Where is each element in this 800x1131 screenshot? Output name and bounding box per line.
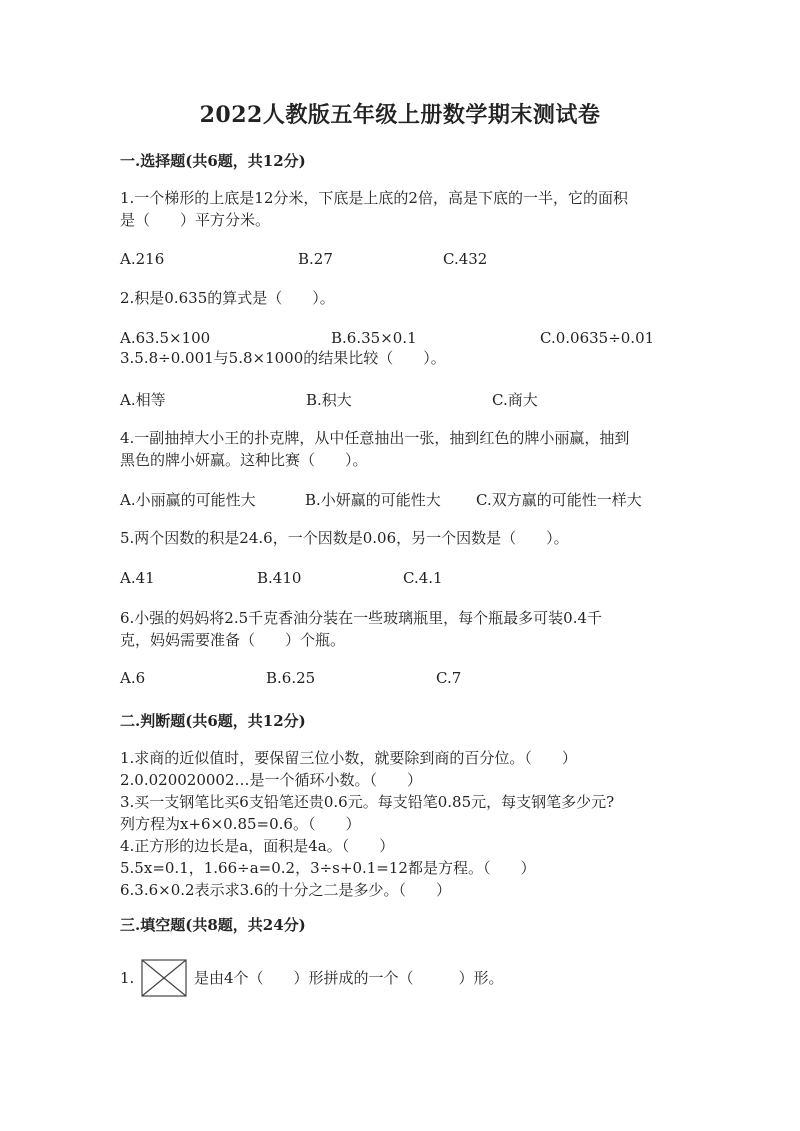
section-heading-fill: 三.填空题(共8题，共24分) <box>120 916 306 934</box>
page-title: 2022人教版五年级上册数学期末测试卷 <box>199 102 601 128</box>
question-1-line-1: 1.一个梯形的上底是12分米，下底是上底的2倍，高是下底的一半，它的面积 <box>120 189 628 207</box>
fill-item-1-number: 1. <box>120 969 135 987</box>
question-4-line-2: 黑色的牌小妍赢。这种比赛（ ）。 <box>120 451 368 469</box>
judge-item-5: 5.5x=0.1，1.66÷a=0.2，3÷s+0.1=12都是方程。（ ） <box>120 859 536 877</box>
question-6-option-a: A.6 <box>120 669 146 687</box>
question-6-line-1: 6.小强的妈妈将2.5千克香油分装在一些玻璃瓶里，每个瓶最多可装0.4千 <box>120 609 603 627</box>
question-2: 2.积是0.635的算式是（ ）。 <box>120 289 335 307</box>
question-3: 3.5.8÷0.001与5.8×1000的结果比较（ ）。 <box>120 349 446 367</box>
question-3-option-b: B.积大 <box>306 391 352 409</box>
judge-item-1: 1.求商的近似值时，要保留三位小数，就要除到商的百分位。（ ） <box>120 749 577 767</box>
question-5: 5.两个因数的积是24.6，一个因数是0.06，另一个因数是（ ）。 <box>120 529 569 547</box>
question-2-option-a: A.63.5×100 <box>120 329 211 347</box>
section-heading-judge: 二.判断题(共6题，共12分) <box>120 712 306 730</box>
judge-item-3-line-2: 列方程为x+6×0.85=0.6。（ ） <box>120 815 361 833</box>
question-1-option-b: B.27 <box>298 250 333 268</box>
section-heading-choice: 一.选择题(共6题，共12分) <box>120 152 306 170</box>
question-1-option-c: C.432 <box>443 250 488 268</box>
question-1-line-2: 是（ ）平方分米。 <box>120 211 271 229</box>
question-4-line-1: 4.一副抽掉大小王的扑克牌，从中任意抽出一张，抽到红色的牌小丽赢，抽到 <box>120 429 630 447</box>
question-6-option-b: B.6.25 <box>266 669 316 687</box>
question-2-option-c: C.0.0635÷0.01 <box>540 329 655 347</box>
question-3-option-c: C.商大 <box>492 391 538 409</box>
question-5-option-a: A.41 <box>120 569 155 587</box>
square-with-diagonals-figure <box>141 959 187 997</box>
question-4-option-a: A.小丽赢的可能性大 <box>120 491 256 509</box>
question-5-option-b: B.410 <box>257 569 302 587</box>
question-2-option-b: B.6.35×0.1 <box>331 329 417 347</box>
judge-item-3-line-1: 3.买一支钢笔比买6支铅笔还贵0.6元。每支铅笔0.85元，每支钢笔多少元? <box>120 793 615 811</box>
judge-item-6: 6.3.6×0.2表示求3.6的十分之二是多少。（ ） <box>120 881 451 899</box>
judge-item-2: 2.0.020020002…是一个循环小数。（ ） <box>120 771 423 789</box>
question-3-option-a: A.相等 <box>120 391 166 409</box>
question-1-option-a: A.216 <box>120 250 165 268</box>
question-5-option-c: C.4.1 <box>403 569 443 587</box>
question-4-option-b: B.小妍赢的可能性大 <box>305 491 441 509</box>
question-6-option-c: C.7 <box>436 669 462 687</box>
judge-item-4: 4.正方形的边长是a，面积是4a。（ ） <box>120 837 395 855</box>
question-4-option-c: C.双方赢的可能性一样大 <box>476 491 642 509</box>
question-6-line-2: 克，妈妈需要准备（ ）个瓶。 <box>120 631 346 649</box>
fill-item-1-text: 是由4个（ ）形拼成的一个（ ）形。 <box>194 969 504 987</box>
